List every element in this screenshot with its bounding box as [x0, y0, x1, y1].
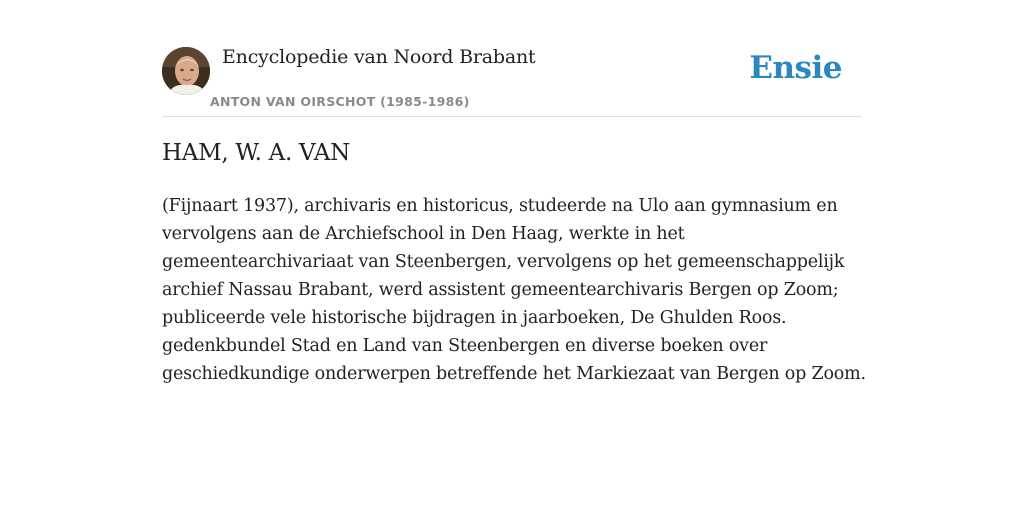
entry-body-line: archief Nassau Brabant, werd assistent gemeentearchivaris Bergen op Zoom; [162, 280, 839, 300]
author-name[interactable]: ANTON VAN OIRSCHOT (1985-1986) [210, 94, 470, 109]
entry-body-line: vervolgens aan de Archiefschool in Den Haag, werkte in het [162, 224, 685, 244]
entry-body-line: (Fijnaart 1937), archivaris en historicus, studeerde na Ulo aan gymnasium en [162, 196, 838, 216]
encyclopedia-title[interactable]: Encyclopedie van Noord Brabant [222, 46, 536, 68]
page-content [162, 0, 866, 384]
entry-body-line: publiceerde vele historische bijdragen in jaarboeken, De Ghulden Roos. [162, 308, 787, 328]
entry-body [162, 192, 866, 388]
entry-title: HAM, W. A. VAN [162, 140, 350, 166]
author-avatar[interactable] [162, 47, 210, 95]
entry-body-line: geschiedkundige onderwerpen betreffende het Markiezaat van Bergen op Zoom. [162, 364, 866, 384]
entry-body-line: gedenkbundel Stad en Land van Steenbergen en diverse boeken over [162, 336, 768, 356]
ensie-logo[interactable]: Ensie [749, 50, 842, 86]
entry-body-line: gemeentearchivariaat van Steenbergen, vervolgens op het gemeenschappelijk [162, 252, 845, 272]
entry-header [162, 0, 862, 117]
author-portrait-icon [162, 47, 210, 95]
